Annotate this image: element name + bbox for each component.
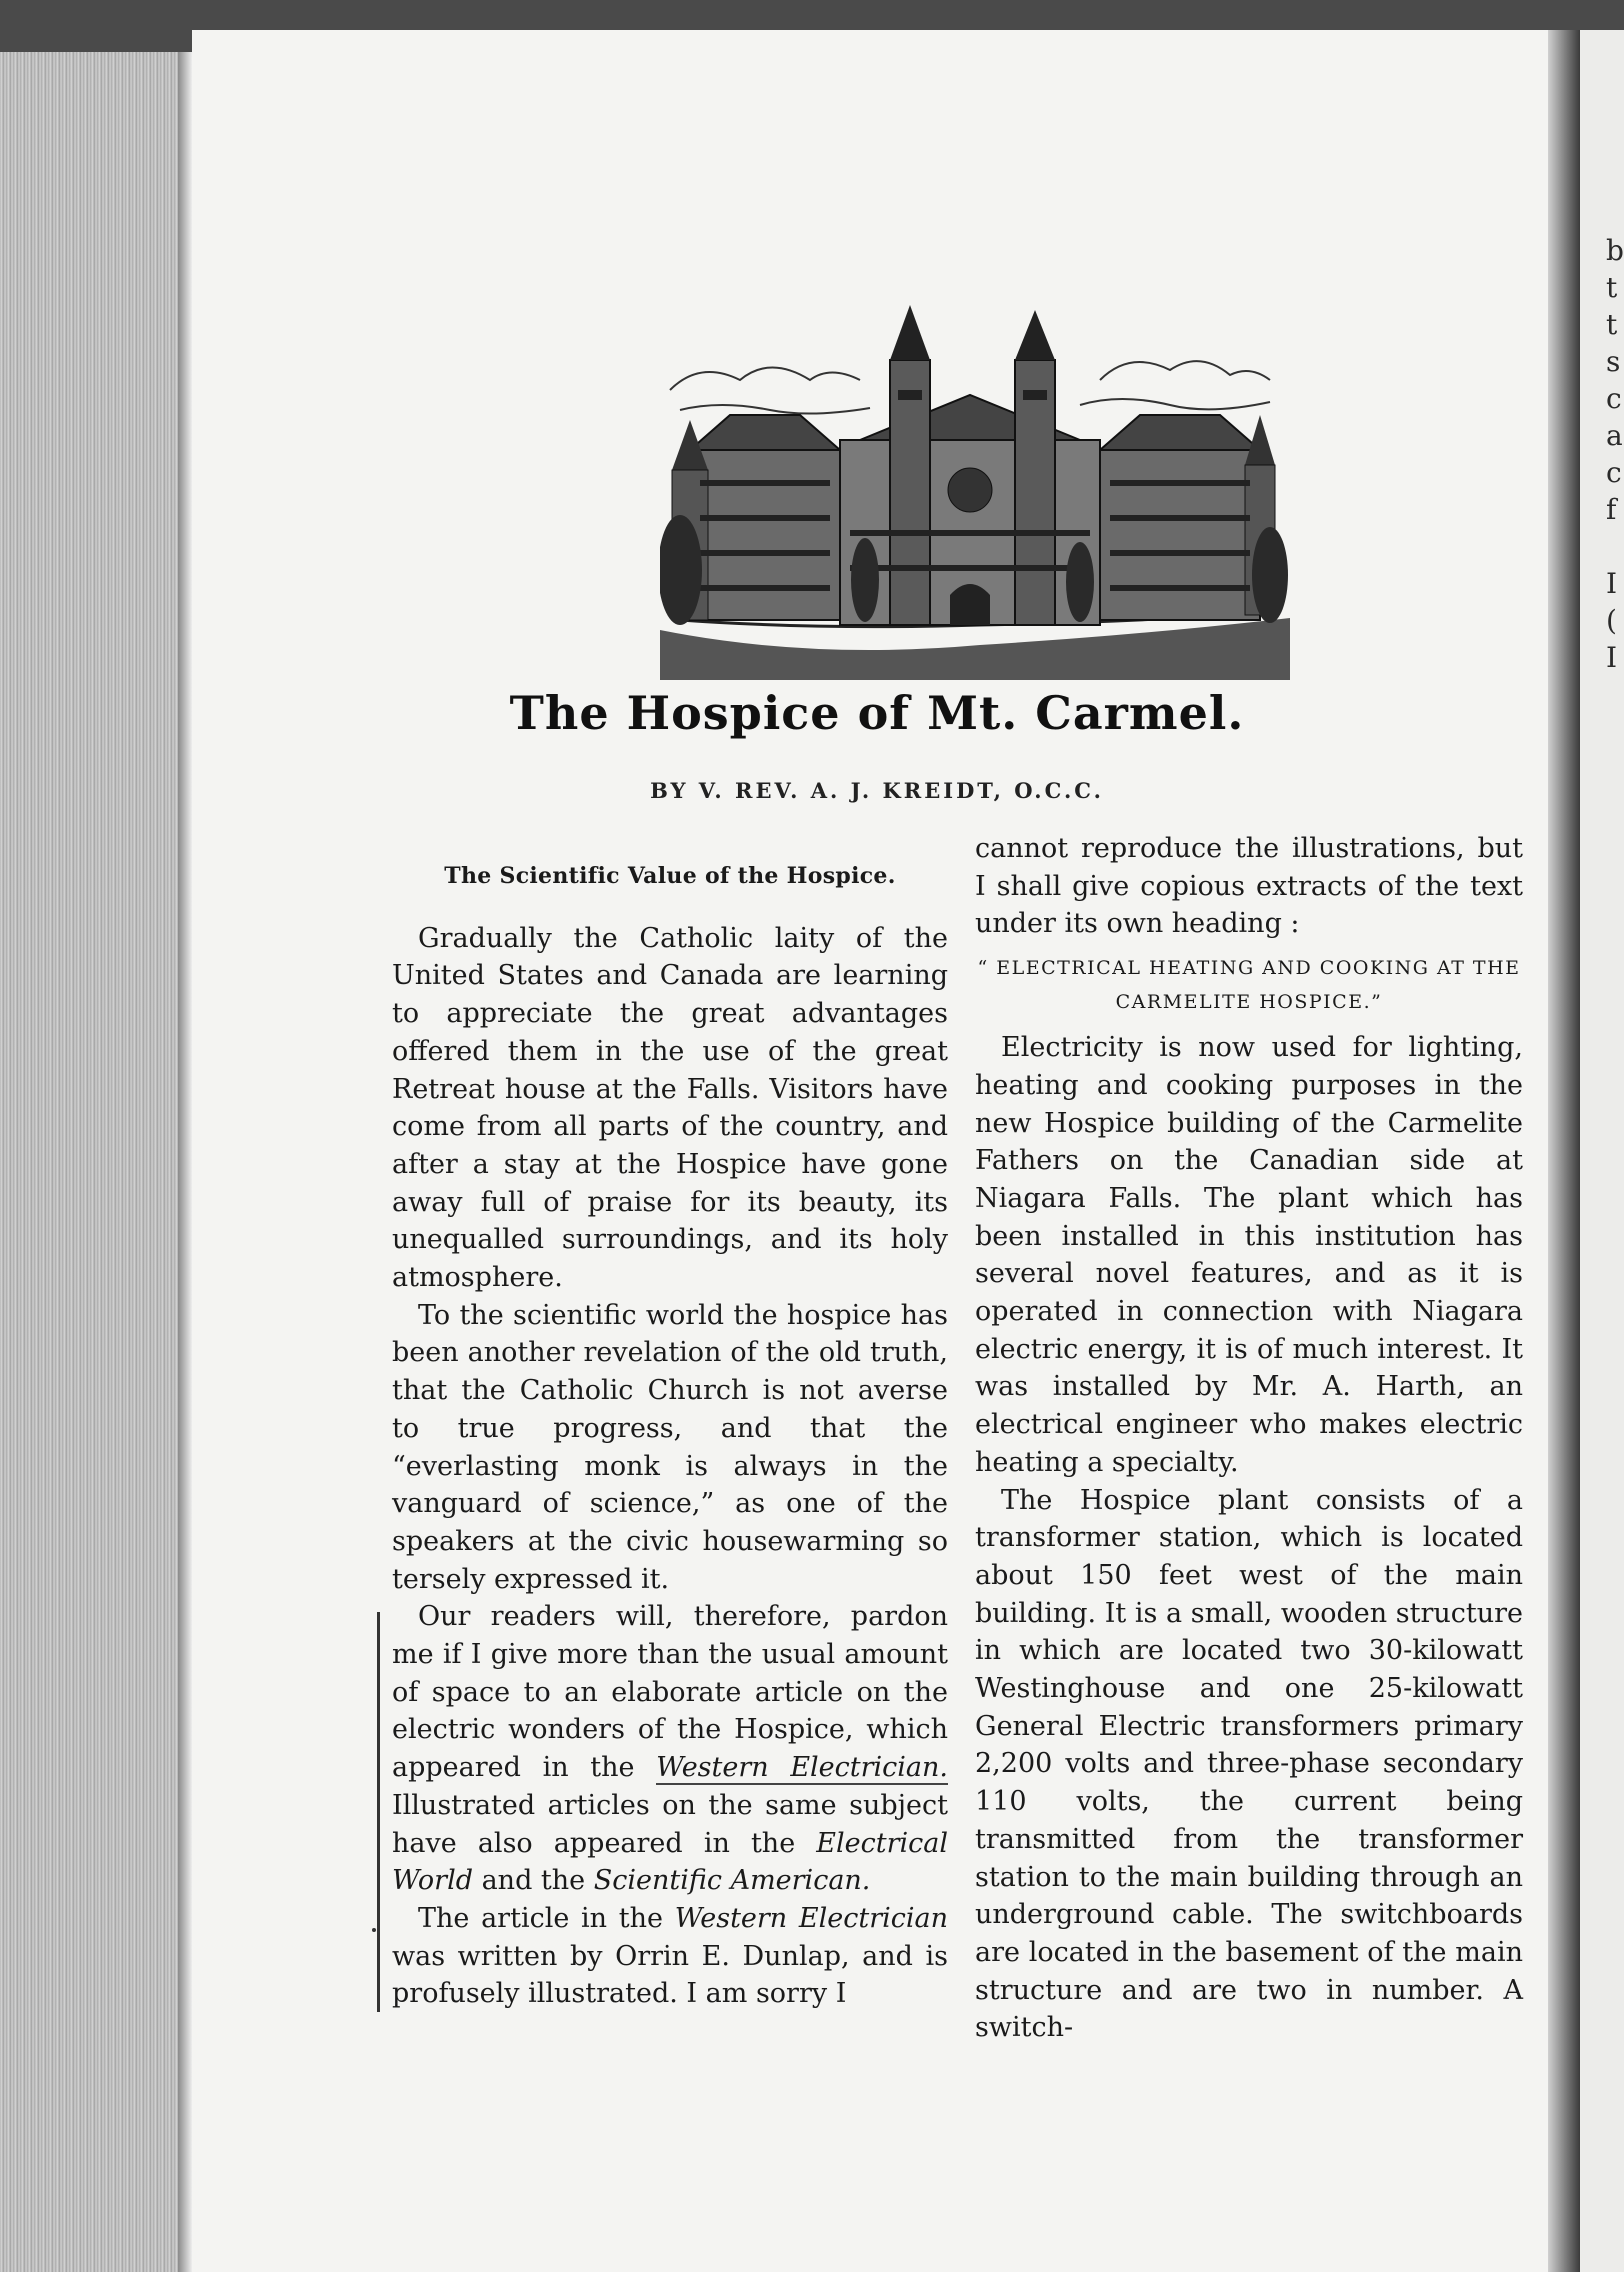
journal-title: Scientific American. <box>593 1865 871 1897</box>
article-byline: BY V. REV. A. J. KREIDT, O.C.C. <box>650 778 1104 803</box>
left-column <box>392 840 948 2013</box>
journal-title: Electrical World <box>392 1827 948 1897</box>
next-page-letter: b <box>1606 234 1624 267</box>
next-page-letter: c <box>1606 456 1622 489</box>
article-title: The Hospice of Mt. Carmel. <box>509 686 1245 740</box>
next-page-letter: t <box>1606 308 1618 341</box>
paragraph-text: Our readers will, therefore, pardon me if I give more than the usual amount of space to an elaborate article on the electric wonders of the Hospice, which appeared in the <box>392 1601 948 1784</box>
next-page-letter: f <box>1606 493 1617 526</box>
right-column <box>975 830 1523 2047</box>
next-page-letter: c <box>1606 382 1622 415</box>
paragraph <box>392 1900 948 2013</box>
paragraph: To the scientific world the hospice has been another revelation of the old truth, that the Catholic Church is not averse to true progress, and that the “everlasting monk is always in the vanguard of science,” as one of the speakers at the civic housewarming so tersely expressed it. <box>392 1299 948 1595</box>
paragraph-text: and the <box>473 1865 594 1897</box>
subheading: “ ELECTRICAL HEATING AND COOKING AT THE CARMELITE HOSPICE.” <box>977 957 1521 1014</box>
page-gutter <box>1548 30 1580 2272</box>
next-page-letter: a <box>1606 419 1623 452</box>
paragraph: The Hospice plant consists of a transformer station, which is located about 150 feet west of the main building. It is a small, wooden structure in which are located two 30-kilowatt Westinghouse and one 25-kilowatt General Electric transformers primary 2,200 volts and three-phase secondary 110 volts, the current being transmitted from the transformer station to the main building through an underground cable. The switchboards are located in the basement of the main structure and are two in number. A switch- <box>975 1484 1523 2044</box>
next-page-letter <box>1606 528 1624 565</box>
next-page-fragment <box>1606 232 1624 676</box>
next-page-letter: s <box>1606 345 1621 378</box>
section-heading: The Scientific Value of the Hospice. <box>444 863 896 889</box>
fore-edge-shadow <box>178 52 192 2272</box>
paragraph: cannot reproduce the illustrations, but I shall give copious extracts of the text under its own heading : <box>975 833 1523 940</box>
hospice-building-illustration <box>660 300 1290 680</box>
next-page-letter: ( <box>1606 604 1617 637</box>
paragraph-text: was written by Orrin E. Dunlap, and is profusely illustrated. I am sorry I <box>392 1940 948 2010</box>
paragraph <box>392 1598 948 1900</box>
next-page-letter: I <box>1606 641 1618 674</box>
paragraph: Electricity is now used for lighting, heating and cooking purposes in the new Hospice building of the Carmelite Fathers on the Canadian side at Niagara Falls. The plant which has been installed in this institution has several novel features, and as it is operated in connection with Niagara electric energy, it is of much interest. It was installed by Mr. A. Harth, an electrical engineer who makes electric heating a specialty. <box>975 1032 1523 1478</box>
paragraph-text: The article in the <box>418 1902 675 1934</box>
margin-dot-mark <box>372 1928 376 1932</box>
next-page-letter: I <box>1606 567 1618 600</box>
next-page-letter: t <box>1606 271 1618 304</box>
book-fore-edge <box>0 52 192 2272</box>
margin-pencil-mark <box>377 1612 380 2012</box>
paragraph: Gradually the Catholic laity of the United States and Canada are learning to appreciate the great advantages offered them in the use of the great Retreat house at the Falls. Visitors have come from all parts of the country, and after a stay at the Hospice have gone away full of praise for its beauty, its unequalled surroundings, and its holy atmosphere. <box>392 922 948 1294</box>
journal-title: Western Electrician. <box>656 1752 948 1784</box>
paragraph-text: Illustrated articles on the same subject have also appeared in the <box>392 1789 948 1859</box>
journal-title: Western Electrician <box>674 1902 948 1934</box>
